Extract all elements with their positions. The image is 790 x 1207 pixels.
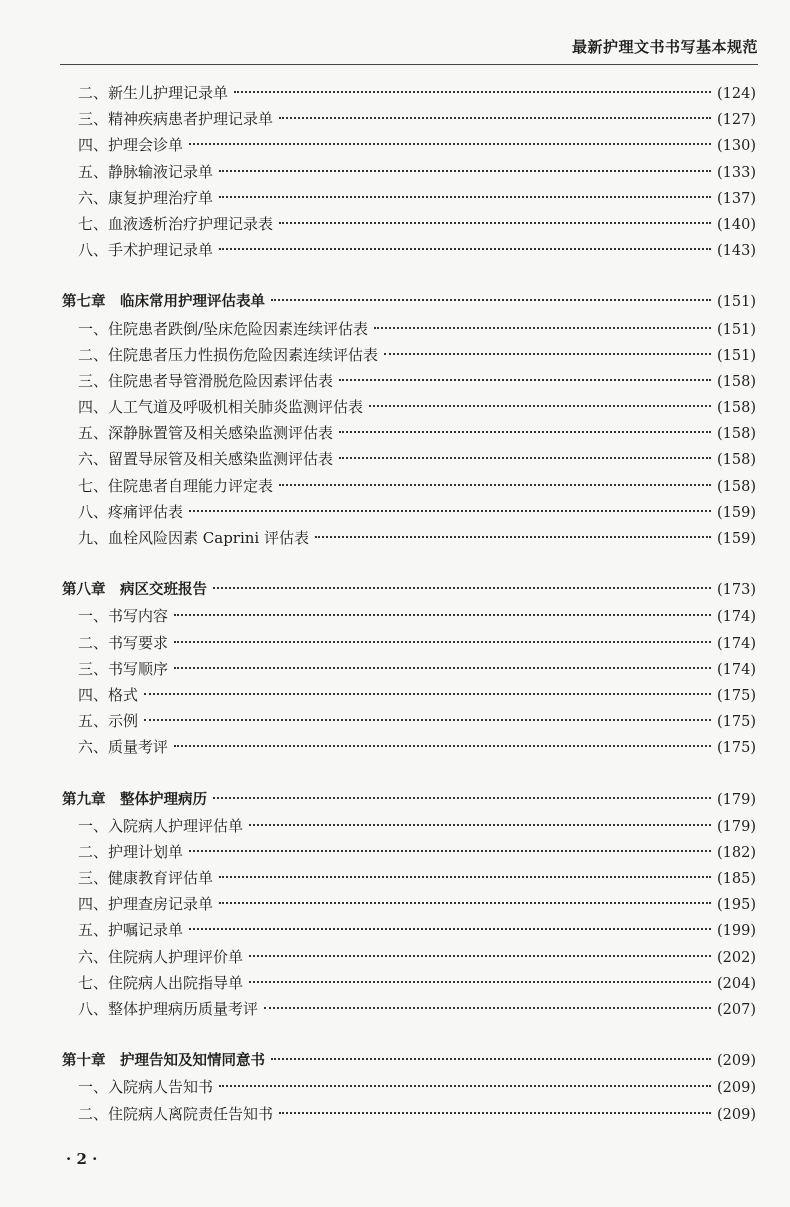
page-reference: (207) [717, 1002, 756, 1018]
toc-entry-row[interactable] [62, 473, 756, 499]
toc-entry-row[interactable] [62, 708, 756, 734]
chapter-block [62, 80, 756, 263]
page-reference: (185) [717, 871, 756, 888]
entry-title: 五、示例 [78, 712, 139, 731]
dot-leader [189, 850, 711, 852]
page-reference: (209) [717, 1053, 756, 1070]
page-reference: (158) [717, 373, 756, 390]
page-reference: (133) [717, 164, 756, 181]
dot-leader [219, 170, 711, 172]
entry-title: 一、住院患者跌倒/坠床危险因素连续评估表 [78, 319, 369, 338]
table-of-contents [62, 80, 756, 1153]
page-reference: (182) [717, 844, 756, 861]
page-reference: (151) [717, 321, 756, 338]
toc-entry-row[interactable] [62, 342, 756, 368]
toc-entry-row[interactable] [62, 446, 756, 472]
toc-entry-row[interactable] [62, 996, 756, 1022]
dot-leader [219, 876, 711, 878]
dot-leader [249, 955, 711, 957]
page-reference: (127) [717, 112, 756, 129]
dot-leader [219, 902, 711, 904]
page-reference: (174) [717, 609, 756, 626]
chapter-block [62, 289, 756, 551]
toc-entry-row[interactable] [62, 734, 756, 760]
toc-entry-row[interactable] [62, 603, 756, 629]
chapter-title: 第十章 护理告知及知情同意书 [62, 1053, 265, 1070]
page-number: · 2 · [66, 1150, 98, 1168]
page-reference: (130) [717, 138, 756, 155]
chapter-title: 第八章 病区交班报告 [62, 582, 207, 599]
entry-title: 八、手术护理记录单 [78, 241, 214, 260]
toc-entry-row[interactable] [62, 316, 756, 342]
chapter-title: 第九章 整体护理病历 [62, 791, 207, 808]
toc-entry-row[interactable] [62, 1074, 756, 1100]
dot-leader [219, 1085, 711, 1087]
entry-title: 二、住院病人离院责任告知书 [78, 1104, 274, 1123]
toc-entry-row[interactable] [62, 656, 756, 682]
dot-leader [339, 457, 711, 459]
chapter-block [62, 1048, 756, 1127]
dot-leader [189, 143, 711, 145]
toc-entry-row[interactable] [62, 970, 756, 996]
entry-title: 六、康复护理治疗单 [78, 188, 214, 207]
chapter-heading-row[interactable] [62, 577, 756, 603]
entry-title: 五、深静脉置管及相关感染监测评估表 [78, 424, 334, 443]
dot-leader [339, 379, 711, 381]
dot-leader [144, 693, 711, 695]
toc-entry-row[interactable] [62, 682, 756, 708]
page-reference: (179) [717, 791, 756, 808]
toc-entry-row[interactable] [62, 80, 756, 106]
toc-entry-row[interactable] [62, 1101, 756, 1127]
page-reference: (209) [717, 1106, 756, 1123]
dot-leader [279, 484, 711, 486]
page-reference: (173) [717, 582, 756, 599]
toc-entry-row[interactable] [62, 106, 756, 132]
chapter-block [62, 787, 756, 1023]
entry-title: 一、书写内容 [78, 607, 169, 626]
toc-entry-row[interactable] [62, 185, 756, 211]
dot-leader [374, 327, 711, 329]
chapter-heading-row[interactable] [62, 289, 756, 315]
toc-entry-row[interactable] [62, 499, 756, 525]
page-reference: (175) [717, 740, 756, 757]
page-reference: (202) [717, 949, 756, 966]
entry-title: 二、新生儿护理记录单 [78, 84, 229, 102]
toc-entry-row[interactable] [62, 944, 756, 970]
dot-leader [249, 981, 711, 983]
page-reference: (158) [717, 478, 756, 495]
page-reference: (199) [717, 923, 756, 940]
toc-entry-row[interactable] [62, 420, 756, 446]
entry-title: 七、住院患者自理能力评定表 [78, 476, 274, 495]
toc-entry-row[interactable] [62, 839, 756, 865]
entry-title: 六、住院病人护理评价单 [78, 947, 244, 966]
dot-leader [249, 824, 711, 826]
dot-leader [174, 641, 711, 643]
toc-entry-row[interactable] [62, 211, 756, 237]
dot-leader [279, 117, 711, 119]
page-reference: (159) [717, 531, 756, 547]
page-reference: (174) [717, 635, 756, 652]
toc-entry-row[interactable] [62, 394, 756, 420]
dot-leader [174, 745, 711, 747]
dot-leader [384, 353, 711, 355]
page-reference: (151) [717, 294, 756, 311]
dot-leader [144, 719, 711, 721]
entry-title: 三、健康教育评估单 [78, 869, 214, 888]
toc-entry-row[interactable] [62, 630, 756, 656]
page-reference: (195) [717, 897, 756, 914]
entry-title: 三、精神疾病患者护理记录单 [78, 110, 274, 129]
entry-title: 三、住院患者导管滑脱危险因素评估表 [78, 371, 334, 390]
entry-title: 四、人工气道及呼吸机相关肺炎监测评估表 [78, 398, 364, 417]
entry-title: 七、住院病人出院指导单 [78, 973, 244, 992]
page-reference: (158) [717, 426, 756, 443]
toc-entry-row[interactable] [62, 865, 756, 891]
toc-entry-row[interactable] [62, 159, 756, 185]
entry-title: 四、护理会诊单 [78, 136, 184, 155]
page-reference: (143) [717, 243, 756, 260]
page-reference: (204) [717, 975, 756, 992]
entry-title: 四、格式 [78, 685, 139, 704]
entry-title: 二、书写要求 [78, 633, 169, 652]
chapter-block [62, 577, 756, 760]
dot-leader [279, 1112, 711, 1114]
page-reference: (158) [717, 452, 756, 469]
entry-title: 四、护理查房记录单 [78, 895, 214, 914]
header-rule [60, 64, 758, 65]
page-reference: (137) [717, 190, 756, 207]
page-reference: (179) [717, 818, 756, 835]
toc-entry-row[interactable] [62, 132, 756, 158]
toc-entry-row[interactable] [62, 368, 756, 394]
page-reference: (174) [717, 661, 756, 678]
entry-title: 五、静脉输液记录单 [78, 162, 214, 181]
page-reference: (175) [717, 714, 756, 731]
toc-entry-row[interactable] [62, 917, 756, 943]
dot-leader [339, 431, 711, 433]
dot-leader [264, 1007, 711, 1009]
entry-title: 七、血液透析治疗护理记录表 [78, 214, 274, 233]
toc-entry-row[interactable] [62, 891, 756, 917]
entry-title: 一、入院病人护理评估单 [78, 816, 244, 835]
dot-leader [213, 797, 711, 799]
page-reference: (209) [717, 1080, 756, 1097]
toc-entry-row[interactable] [62, 237, 756, 263]
dot-leader [271, 299, 711, 301]
toc-entry-row[interactable] [62, 525, 756, 551]
chapter-heading-row[interactable] [62, 1048, 756, 1074]
dot-leader [189, 510, 711, 512]
dot-leader [174, 667, 711, 669]
entry-title: 八、疼痛评估表 [78, 502, 184, 521]
page-reference: (124) [717, 86, 756, 102]
entry-title: 六、质量考评 [78, 738, 169, 757]
entry-title: 九、血栓风险因素 Caprini 评估表 [78, 529, 309, 547]
dot-leader [174, 614, 711, 616]
entry-title: 五、护嘱记录单 [78, 921, 184, 940]
entry-title: 二、护理计划单 [78, 842, 184, 861]
page-reference: (158) [717, 400, 756, 417]
running-header: 最新护理文书书写基本规范 [571, 38, 758, 56]
entry-title: 一、入院病人告知书 [78, 1078, 214, 1097]
entry-title: 八、整体护理病历质量考评 [78, 1000, 259, 1018]
page-reference: (151) [717, 347, 756, 364]
page-reference: (175) [717, 687, 756, 704]
entry-title: 二、住院患者压力性损伤危险因素连续评估表 [78, 345, 379, 364]
page-reference: (159) [717, 504, 756, 521]
dot-leader [271, 1058, 711, 1060]
toc-entry-row[interactable] [62, 813, 756, 839]
dot-leader [279, 222, 711, 224]
dot-leader [234, 91, 711, 93]
entry-title: 三、书写顺序 [78, 659, 169, 678]
dot-leader [219, 196, 711, 198]
dot-leader [189, 928, 711, 930]
dot-leader [213, 587, 711, 589]
dot-leader [369, 405, 711, 407]
dot-leader [315, 536, 711, 538]
chapter-heading-row[interactable] [62, 787, 756, 813]
dot-leader [219, 248, 711, 250]
page-reference: (140) [717, 216, 756, 233]
entry-title: 六、留置导尿管及相关感染监测评估表 [78, 450, 334, 469]
chapter-title: 第七章 临床常用护理评估表单 [62, 294, 265, 311]
